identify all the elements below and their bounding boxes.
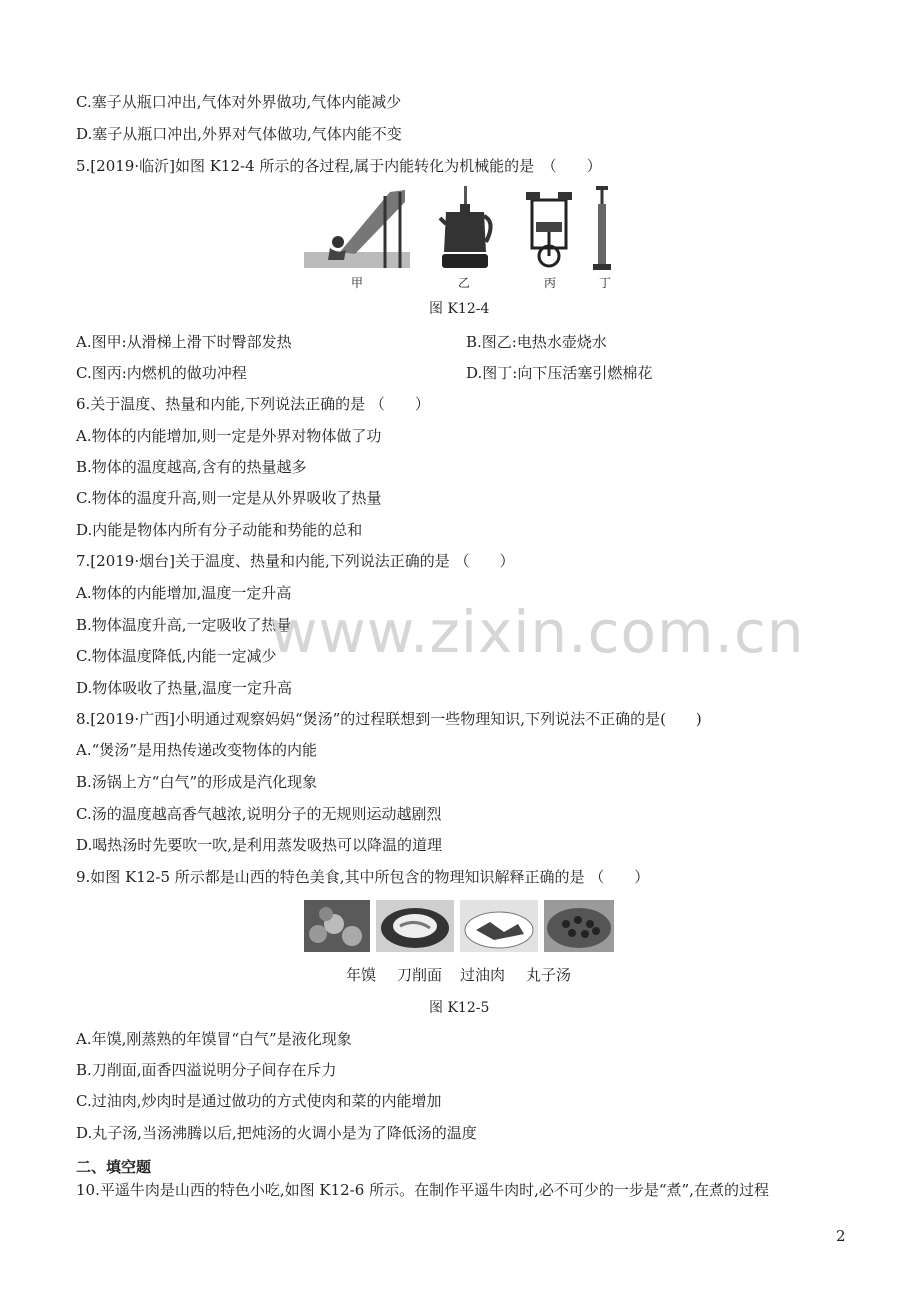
figure4-label-yi: 乙 [458,276,471,290]
food-label-wanzitang: 丸子汤 [526,966,572,984]
q8-option-d: D.喝热汤时先要吹一吹,是利用蒸发吸热可以降温的道理 [76,836,443,854]
q5-option-d: D.图丁:向下压活塞引燃棉花 [466,364,653,382]
q9-option-a: A.年馍,刚蒸熟的年馍冒“白气”是液化现象 [76,1030,352,1048]
q9-option-b: B.刀削面,面香四溢说明分子间存在斥力 [76,1061,337,1079]
question-9: 9.如图 K12-5 所示都是山西的特色美食,其中所包含的物理知识解释正确的是 （ ） [76,868,650,886]
question-6: 6.关于温度、热量和内能,下列说法正确的是 （ ） [76,395,430,413]
q8-option-b: B.汤锅上方“白气”的形成是汽化现象 [76,773,318,791]
q8-option-a: A.“煲汤”是用热传递改变物体的内能 [76,741,317,759]
q9-option-d: D.丸子汤,当汤沸腾以后,把炖汤的火调小是为了降低汤的温度 [76,1124,477,1142]
q6-option-a: A.物体的内能增加,则一定是外界对物体做了功 [76,427,382,445]
engine-image [526,192,572,266]
question-5: 5.[2019·临沂]如图 K12-4 所示的各过程,属于内能转化为机械能的是 （ ） [76,157,602,175]
piston-image [593,186,611,270]
q7-option-b: B.物体温度升高,一定吸收了热量 [76,616,292,634]
q5-option-a: A.图甲:从滑梯上滑下时臀部发热 [76,333,292,351]
option-c-line: C.塞子从瓶口冲出,气体对外界做功,气体内能减少 [76,93,402,111]
option-d-line: D.塞子从瓶口冲出,外界对气体做功,气体内能不变 [76,125,402,143]
daoxiaomian-photo [376,900,454,952]
slide-image [304,190,410,268]
watermark: www.zixin.com.cn [270,598,805,666]
nianmo-photo [304,900,370,952]
figure4-label-ding: 丁 [599,276,612,290]
section-title-fill-in: 二、填空题 [76,1158,152,1176]
question-8: 8.[2019·广西]小明通过观察妈妈“煲汤”的过程联想到一些物理知识,下列说法不正确的是( ) [76,710,702,728]
figure5-caption: 图 K12-5 [429,1000,490,1016]
q6-option-c: C.物体的温度升高,则一定是从外界吸收了热量 [76,489,382,507]
q9-option-c: C.过油肉,炒肉时是通过做功的方式使肉和菜的内能增加 [76,1092,442,1110]
q5-option-c: C.图丙:内燃机的做功冲程 [76,364,247,382]
kettle-image [440,186,491,268]
question-7: 7.[2019·烟台]关于温度、热量和内能,下列说法正确的是 （ ） [76,552,515,570]
figure-k12-5 [304,900,616,954]
wanzitang-photo [544,900,614,952]
food-label-guoyourou: 过油肉 [460,966,506,984]
page-number: 2 [836,1227,846,1245]
figure4-label-bing: 丙 [544,276,557,290]
q6-option-d: D.内能是物体内所有分子动能和势能的总和 [76,521,363,539]
figure4-label-jia: 甲 [351,276,364,290]
q5-option-b: B.图乙:电热水壶烧水 [466,333,607,351]
q8-option-c: C.汤的温度越高香气越浓,说明分子的无规则运动越剧烈 [76,805,442,823]
guoyourou-photo [460,900,538,952]
q7-option-c: C.物体温度降低,内能一定减少 [76,647,277,665]
q7-option-d: D.物体吸收了热量,温度一定升高 [76,679,293,697]
q7-option-a: A.物体的内能增加,温度一定升高 [76,584,292,602]
food-label-nianmo: 年馍 [346,966,377,984]
q6-option-b: B.物体的温度越高,含有的热量越多 [76,458,307,476]
food-label-daoxiaomian: 刀削面 [397,966,443,984]
figure4-caption: 图 K12-4 [429,301,490,317]
question-10: 10.平遥牛肉是山西的特色小吃,如图 K12-6 所示。在制作平遥牛肉时,必不可少的一步是“煮”,在煮的过程 [76,1181,769,1199]
